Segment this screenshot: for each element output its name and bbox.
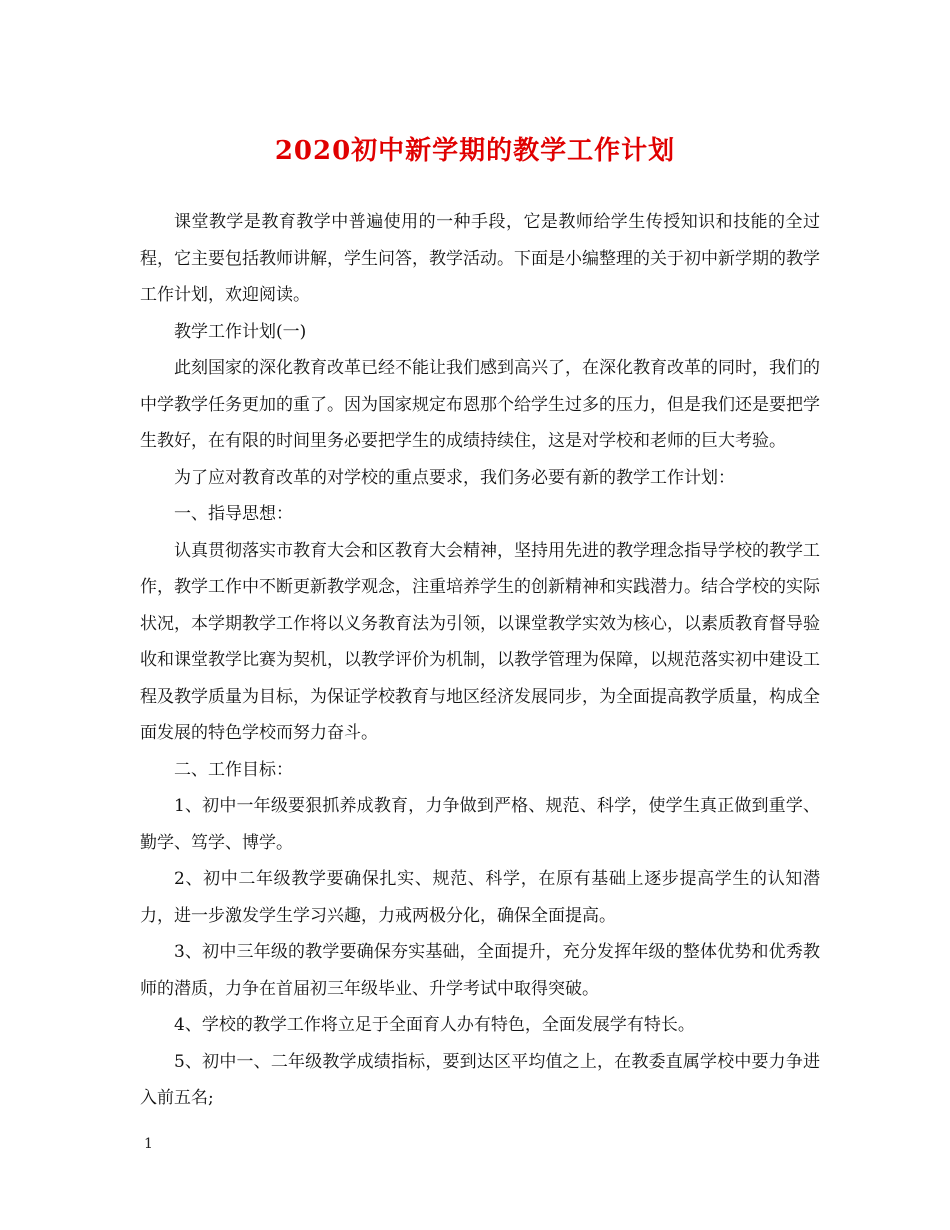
section-heading: 一、指导思想： (174, 504, 293, 524)
section-heading: 二、工作目标： (174, 759, 293, 780)
paragraph: 此刻国家的深化教育改革已经不能让我们感到高兴了，在深化教育改革的同时，我们的中学教学任务更加的重了。因为国家规定布恩那个给学生过多的压力，但是我们还是要把学生教好，在有限的时间里务必要把学生的成绩持续住，这是对学校和老师的巨大考验。 (140, 358, 820, 451)
paragraph: 认真贯彻落实市教育大会和区教育大会精神，坚持用先进的教学理念指导学校的教学工作，教学工作中不断更新教学观念，注重培养学生的创新精神和实践潜力。结合学校的实际状况，本学期教学工作将以义务教育法为引领，以课堂教学实效为核心，以素质教育督导验收和课堂教学比赛为契机，以教学评价为机制，以教学管理为保障，以规范落实初中建设工程及教学质量为目标，为保证学校教育与地区经济发展同步，为全面提高教学质量，构成全面发展的特色学校而努力奋斗。 (140, 540, 820, 743)
list-item: 1、初中一年级要狠抓养成教育，力争做到严格、规范、科学，使学生真正做到重学、勤学、笃学、博学。 (140, 796, 820, 853)
list-item: 3、初中三年级的教学要确保夯实基础，全面提升，充分发挥年级的整体优势和优秀教师的潜质，力争在首届初三年级毕业、升学考试中取得突破。 (140, 942, 820, 999)
list-item: 4、学校的教学工作将立足于全面育人办有特色，全面发展学有特长。 (174, 1015, 695, 1035)
paragraph: 课堂教学是教育教学中普遍使用的一种手段，它是教师给学生传授知识和技能的全过程，它主要包括教师讲解，学生问答，教学活动。下面是小编整理的关于初中新学期的教学工作计划，欢迎阅读。 (140, 212, 820, 305)
document-title: 2020初中新学期的教学工作计划 (274, 136, 676, 166)
document-body (140, 204, 820, 1117)
paragraph: 为了应对教育改革的对学校的重点要求，我们务必要有新的教学工作计划： (174, 467, 735, 488)
section-heading: 教学工作计划(一) (174, 321, 307, 342)
list-item: 2、初中二年级教学要确保扎实、规范、科学，在原有基础上逐步提高学生的认知潜力，进一步激发学生学习兴趣，力戒两极分化，确保全面提高。 (140, 869, 820, 926)
list-item: 5、初中一、二年级教学成绩指标，要到达区平均值之上，在教委直属学校中要力争进入前五名; (140, 1051, 820, 1108)
page-number: 1 (144, 1136, 153, 1152)
